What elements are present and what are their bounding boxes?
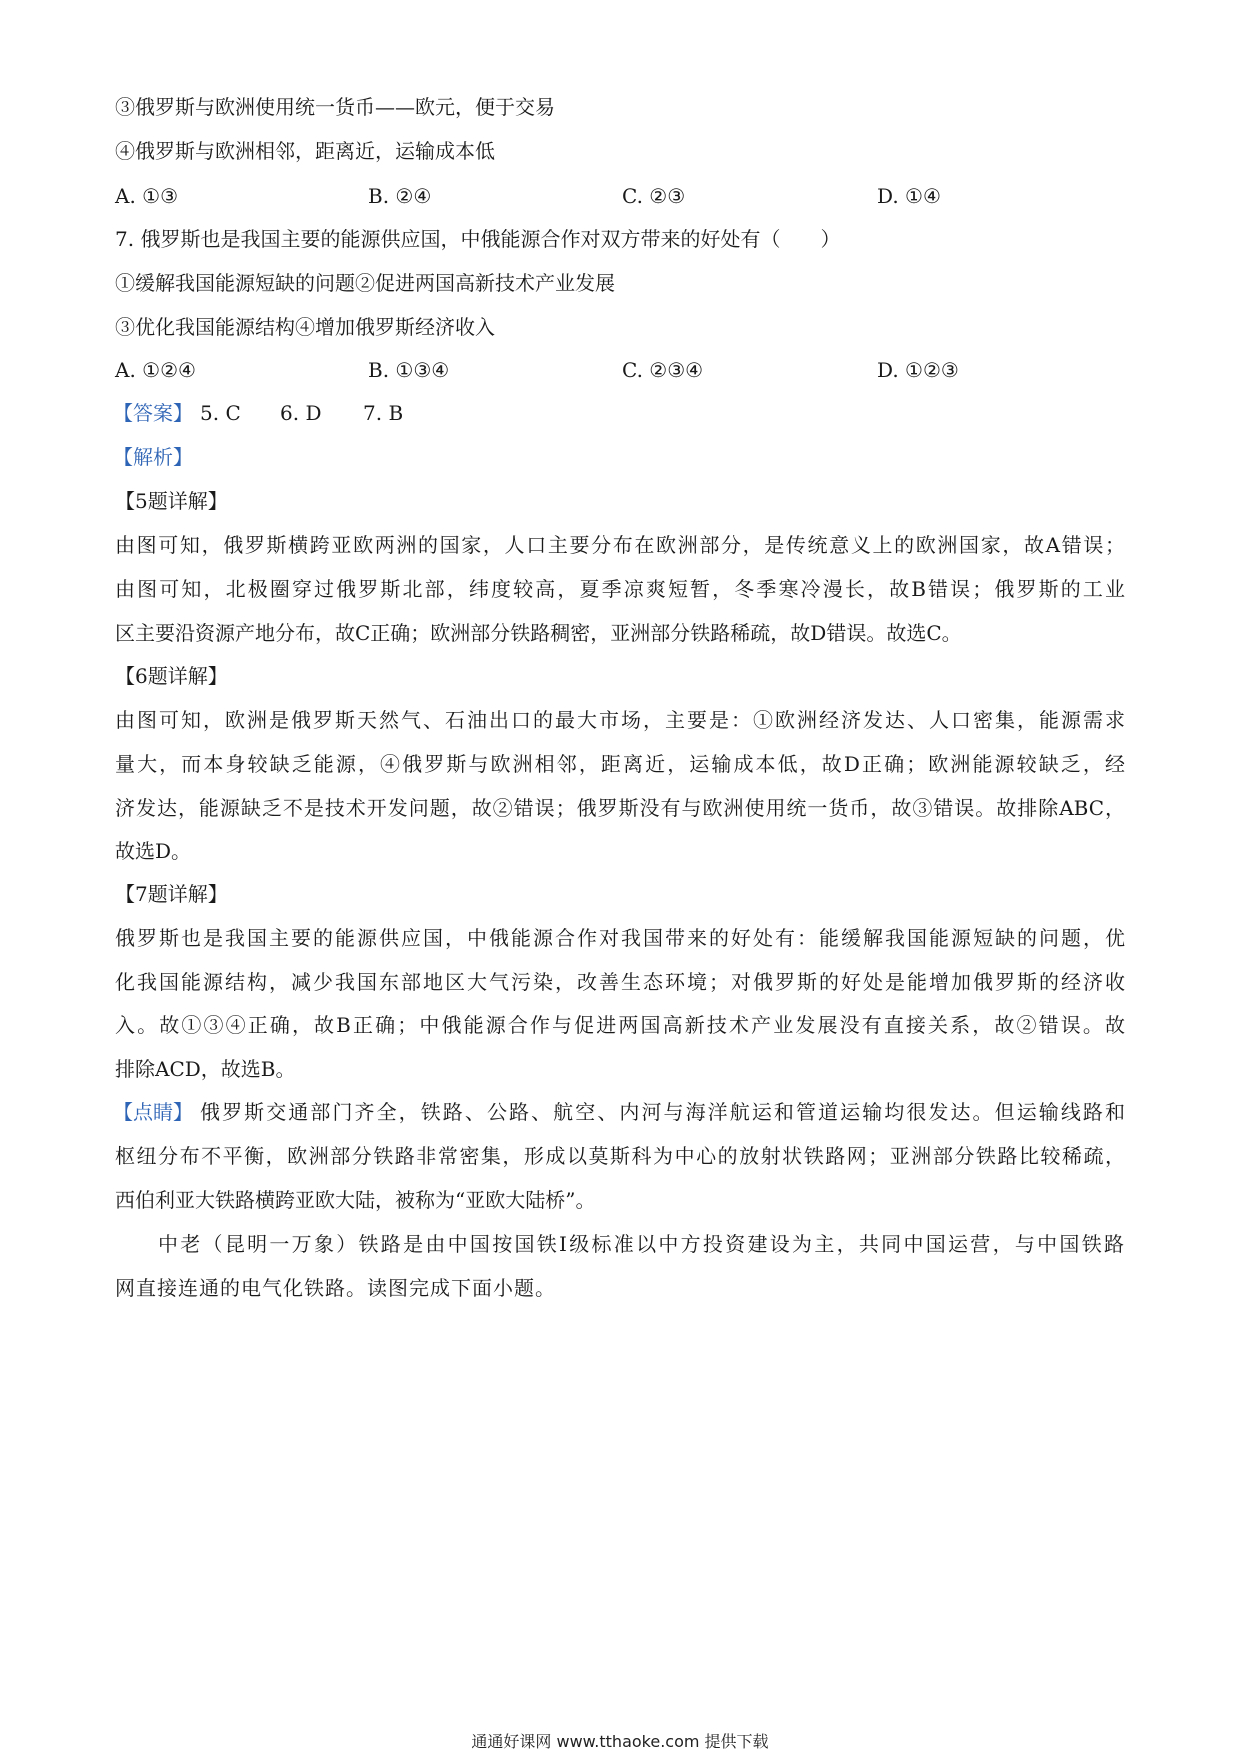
q7-choice-c: C. ②③④ — [622, 358, 704, 382]
detail-6-line: 故选D。 — [115, 839, 192, 863]
detail-7-title: 【7题详解】 — [115, 882, 228, 906]
point-label: 【点睛】 — [113, 1100, 193, 1124]
detail-7-line: 俄罗斯也是我国主要的能源供应国，中俄能源合作对我国带来的好处有：能缓解我国能源短缺的问题，优 — [115, 926, 1125, 950]
q6-choice-c: C. ②③ — [622, 184, 686, 208]
point-line: 俄罗斯交通部门齐全，铁路、公路、航空、内河与海洋航运和管道运输均很发达。但运输线路和 — [200, 1100, 1125, 1124]
answer-label: 【答案】 — [113, 401, 193, 425]
intro-line: 中老（昆明一万象）铁路是由中国按国铁Ⅰ级标准以中方投资建设为主，共同中国运营，与中国铁路 — [158, 1232, 1125, 1256]
detail-6-title: 【6题详解】 — [115, 664, 228, 688]
q7-choice-b: B. ①③④ — [368, 358, 450, 382]
detail-6-line: 量大，而本身较缺乏能源，④俄罗斯与欧洲相邻，距离近，运输成本低，故D正确；欧洲能源较缺乏，经 — [115, 752, 1125, 776]
q7-stem: 7. 俄罗斯也是我国主要的能源供应国，中俄能源合作对双方带来的好处有（ ） — [115, 227, 841, 251]
answer-6: 6. D — [280, 401, 322, 425]
analysis-label: 【解析】 — [113, 445, 193, 469]
detail-7-line: 排除ACD，故选B。 — [115, 1057, 296, 1081]
q7-choice-a: A. ①②④ — [115, 358, 196, 382]
detail-5-title: 【5题详解】 — [115, 489, 228, 513]
intro-line: 网直接连通的电气化铁路。读图完成下面小题。 — [115, 1276, 556, 1300]
q6-choice-b: B. ②④ — [368, 184, 432, 208]
q7-statements-2: ③优化我国能源结构④增加俄罗斯经济收入 — [115, 315, 495, 339]
detail-5-line: 由图可知，俄罗斯横跨亚欧两洲的国家，人口主要分布在欧洲部分，是传统意义上的欧洲国家，故A错误； — [115, 533, 1125, 557]
detail-7-line: 化我国能源结构，减少我国东部地区大气污染，改善生态环境；对俄罗斯的好处是能增加俄罗斯的经济收 — [115, 970, 1125, 994]
q6-choice-a: A. ①③ — [115, 184, 179, 208]
q6-choice-d: D. ①④ — [877, 184, 941, 208]
q6-option-4: ④俄罗斯与欧洲相邻，距离近，运输成本低 — [115, 139, 495, 163]
detail-7-line: 入。故①③④正确，故B正确；中俄能源合作与促进两国高新技术产业发展没有直接关系，故②错误。故 — [115, 1013, 1125, 1037]
point-line: 枢纽分布不平衡，欧洲部分铁路非常密集，形成以莫斯科为中心的放射状铁路网；亚洲部分铁路比较稀疏， — [115, 1144, 1125, 1168]
detail-6-line: 由图可知，欧洲是俄罗斯天然气、石油出口的最大市场，主要是：①欧洲经济发达、人口密集，能源需求 — [115, 708, 1125, 732]
answer-7: 7. B — [363, 401, 404, 425]
q7-statements-1: ①缓解我国能源短缺的问题②促进两国高新技术产业发展 — [115, 271, 615, 295]
q7-choice-d: D. ①②③ — [877, 358, 959, 382]
detail-5-line: 区主要沿资源产地分布，故C正确；欧洲部分铁路稠密，亚洲部分铁路稀疏，故D错误。故选C。 — [115, 621, 962, 645]
answer-5: 5. C — [200, 401, 241, 425]
detail-6-line: 济发达，能源缺乏不是技术开发问题，故②错误；俄罗斯没有与欧洲使用统一货币，故③错误。故排除ABC， — [115, 796, 1125, 820]
detail-5-line: 由图可知，北极圈穿过俄罗斯北部，纬度较高，夏季凉爽短暂，冬季寒冷漫长，故B错误；俄罗斯的工业 — [115, 577, 1125, 601]
point-line: 西伯利亚大铁路横跨亚欧大陆，被称为“亚欧大陆桥”。 — [115, 1188, 596, 1212]
q6-option-3: ③俄罗斯与欧洲使用统一货币——欧元，便于交易 — [115, 95, 555, 119]
page-footer: 通通好课网 www.tthaoke.com 提供下载 — [471, 1732, 769, 1751]
